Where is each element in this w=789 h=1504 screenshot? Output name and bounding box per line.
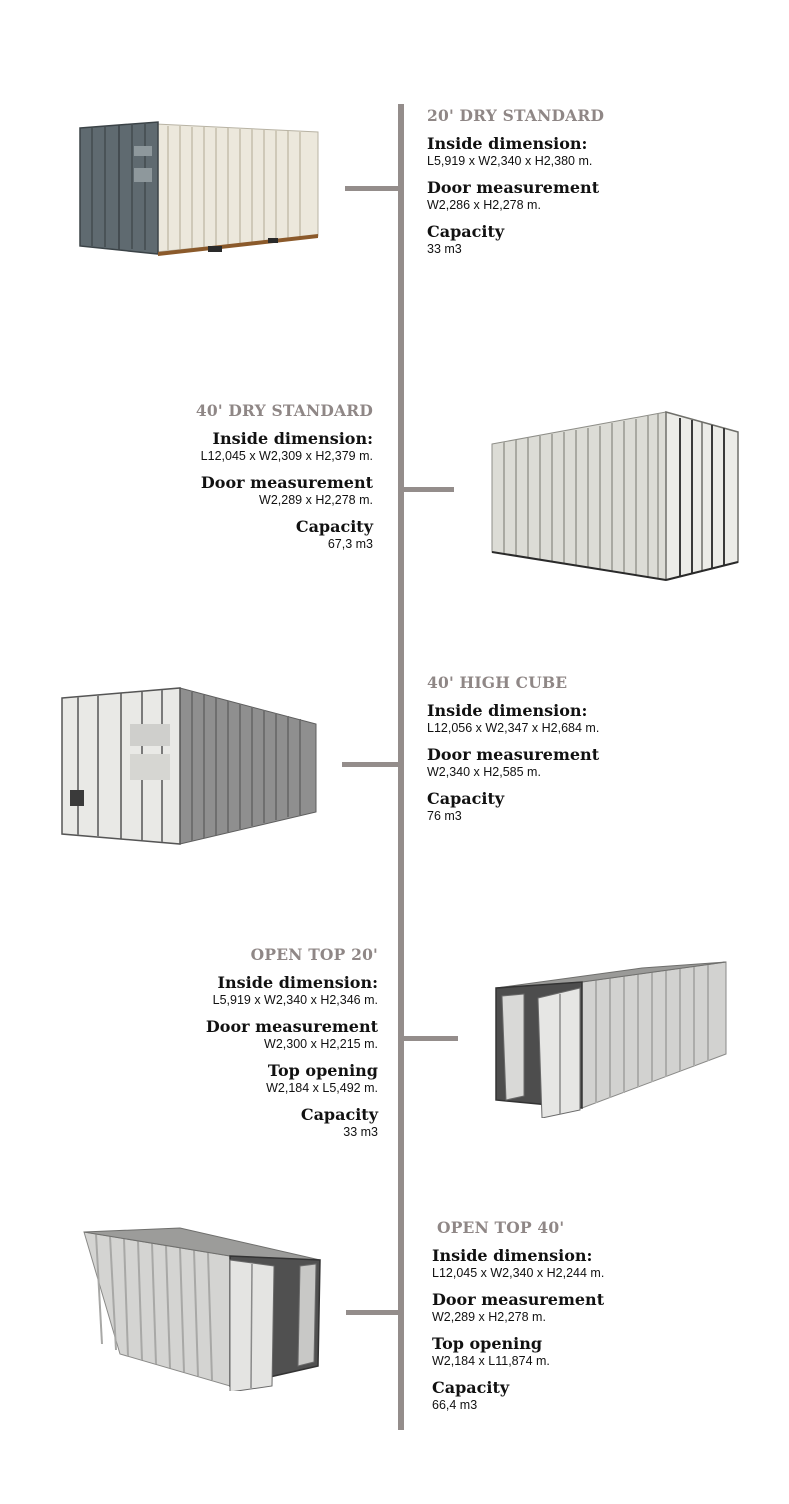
spec-label: Inside dimension: (217, 973, 378, 992)
spec-label: Door measurement (205, 1017, 378, 1036)
spec-value: W2,289 x H2,278 m. (432, 1310, 546, 1324)
spec-value: L5,919 x W2,340 x H2,380 m. (427, 154, 593, 168)
spec-value: W2,300 x H2,215 m. (264, 1037, 378, 1051)
container-title: 40' HIGH CUBE (427, 673, 568, 692)
container-card-open-top-20 (100, 945, 378, 1149)
spec-label: Capacity (427, 222, 505, 241)
spec-label: Top opening (267, 1061, 378, 1080)
container-40-high-cube-image (58, 684, 320, 854)
container-card-open-top-40 (432, 1218, 772, 1422)
container-card-20-dry (427, 106, 767, 266)
spec-value: W2,184 x L5,492 m. (266, 1081, 378, 1095)
spec-value: W2,340 x H2,585 m. (427, 765, 541, 779)
container-open-top-20-image (492, 958, 732, 1118)
connector-40-dry (402, 487, 454, 492)
connector-open-top-40 (346, 1310, 400, 1315)
container-40-dry-image (488, 402, 743, 587)
container-title: 40' DRY STANDARD (195, 401, 373, 420)
spec-value: 67,3 m3 (327, 537, 373, 551)
spec-label: Capacity (295, 517, 373, 536)
spec-label: Capacity (300, 1105, 378, 1124)
spec-label: Capacity (432, 1378, 510, 1397)
spec-value: W2,184 x L11,874 m. (432, 1354, 550, 1368)
connector-40-high-cube (342, 762, 400, 767)
spec-label: Capacity (427, 789, 505, 808)
spec-label: Top opening (432, 1334, 543, 1353)
spec-label: Inside dimension: (427, 701, 588, 720)
spec-value: L12,045 x W2,309 x H2,379 m. (200, 449, 373, 463)
spec-label: Door measurement (427, 745, 600, 764)
container-open-top-40-image (80, 1226, 325, 1391)
spec-value: W2,289 x H2,278 m. (259, 493, 373, 507)
spec-value: 66,4 m3 (432, 1398, 478, 1412)
spec-label: Door measurement (427, 178, 600, 197)
spec-value: L12,045 x W2,340 x H2,244 m. (432, 1266, 605, 1280)
spec-value: 33 m3 (343, 1125, 378, 1139)
spec-value: W2,286 x H2,278 m. (427, 198, 541, 212)
spec-value: 76 m3 (427, 809, 462, 823)
connector-20-dry (345, 186, 400, 191)
container-20-dry-image (78, 118, 323, 258)
timeline-spine (398, 104, 404, 1430)
spec-label: Inside dimension: (432, 1246, 593, 1265)
spec-label: Inside dimension: (212, 429, 373, 448)
container-title: OPEN TOP 20' (250, 945, 378, 964)
spec-label: Door measurement (432, 1290, 605, 1309)
connector-open-top-20 (402, 1036, 458, 1041)
spec-label: Inside dimension: (427, 134, 588, 153)
spec-value: L5,919 x W2,340 x H2,346 m. (212, 993, 378, 1007)
spec-value: L12,056 x W2,347 x H2,684 m. (427, 721, 600, 735)
container-title: 20' DRY STANDARD (427, 106, 605, 125)
spec-value: 33 m3 (427, 242, 462, 256)
container-card-40-high-cube (427, 673, 767, 833)
container-title: OPEN TOP 40' (437, 1218, 565, 1237)
spec-label: Door measurement (200, 473, 373, 492)
container-card-40-dry (100, 401, 373, 561)
